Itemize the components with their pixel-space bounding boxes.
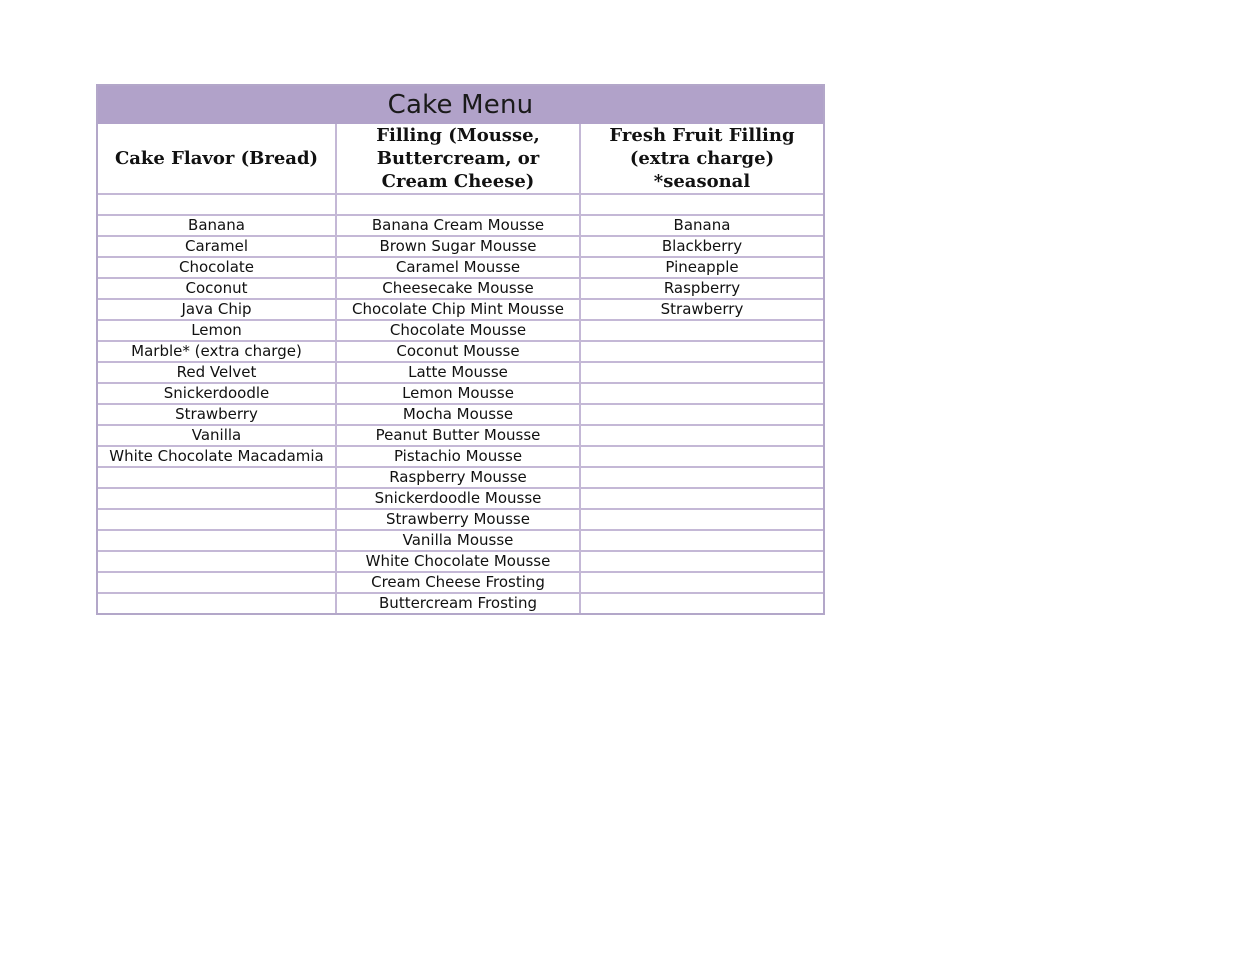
fruit-filling-cell: Pineapple — [580, 257, 823, 278]
cake-flavor-cell: Vanilla — [98, 425, 336, 446]
cake-flavor-cell — [98, 572, 336, 593]
table-row — [98, 488, 823, 509]
fruit-filling-cell: Strawberry — [580, 299, 823, 320]
table-row — [98, 383, 823, 404]
cake-flavor-cell: Lemon — [98, 320, 336, 341]
cake-flavor-cell: Snickerdoodle — [98, 383, 336, 404]
table-row — [98, 467, 823, 488]
table-row — [98, 299, 823, 320]
cake-flavor-cell — [98, 509, 336, 530]
filling-cell: Buttercream Frosting — [336, 593, 580, 613]
table-row — [98, 236, 823, 257]
filling-cell: Vanilla Mousse — [336, 530, 580, 551]
cake-flavor-cell: Marble* (extra charge) — [98, 341, 336, 362]
table-row — [98, 215, 823, 236]
filling-cell: Cheesecake Mousse — [336, 278, 580, 299]
filling-cell: Chocolate Chip Mint Mousse — [336, 299, 580, 320]
filling-cell: Snickerdoodle Mousse — [336, 488, 580, 509]
filling-cell: Banana Cream Mousse — [336, 215, 580, 236]
table-row — [98, 551, 823, 572]
cake-flavor-cell — [98, 551, 336, 572]
filling-cell: Coconut Mousse — [336, 341, 580, 362]
cake-flavor-cell — [98, 530, 336, 551]
menu-grid — [98, 124, 823, 613]
cake-flavor-cell: Banana — [98, 215, 336, 236]
filling-cell: Cream Cheese Frosting — [336, 572, 580, 593]
cake-flavor-cell: Caramel — [98, 236, 336, 257]
cake-flavor-cell — [98, 467, 336, 488]
fruit-filling-cell — [580, 572, 823, 593]
cake-flavor-cell — [98, 593, 336, 613]
filling-cell: Mocha Mousse — [336, 404, 580, 425]
fruit-filling-cell — [580, 488, 823, 509]
cake-flavor-cell: White Chocolate Macadamia — [98, 446, 336, 467]
fruit-filling-cell: Banana — [580, 215, 823, 236]
fruit-filling-cell — [580, 341, 823, 362]
table-row — [98, 257, 823, 278]
filling-cell: Chocolate Mousse — [336, 320, 580, 341]
cake-flavor-cell: Chocolate — [98, 257, 336, 278]
cake-flavor-cell — [98, 488, 336, 509]
filling-cell: Raspberry Mousse — [336, 467, 580, 488]
menu-title: Cake Menu — [98, 86, 823, 124]
table-row — [98, 404, 823, 425]
table-row — [98, 341, 823, 362]
fruit-filling-cell — [580, 509, 823, 530]
filling-cell: Strawberry Mousse — [336, 509, 580, 530]
table-row — [98, 509, 823, 530]
fruit-filling-cell — [580, 467, 823, 488]
filling-cell: Brown Sugar Mousse — [336, 236, 580, 257]
fruit-filling-cell — [580, 362, 823, 383]
table-row — [98, 425, 823, 446]
fruit-filling-cell: Blackberry — [580, 236, 823, 257]
fruit-filling-cell — [580, 194, 823, 215]
cake-flavor-cell: Strawberry — [98, 404, 336, 425]
filling-cell: Pistachio Mousse — [336, 446, 580, 467]
header-filling: Filling (Mousse, Buttercream, or Cream Cheese) — [336, 124, 580, 194]
filling-cell — [336, 194, 580, 215]
table-row — [98, 320, 823, 341]
fruit-filling-cell — [580, 530, 823, 551]
header-row — [98, 124, 823, 194]
table-row — [98, 278, 823, 299]
filling-cell: Latte Mousse — [336, 362, 580, 383]
fruit-filling-cell — [580, 593, 823, 613]
header-cake-flavor: Cake Flavor (Bread) — [98, 124, 336, 194]
cake-menu-table — [96, 84, 825, 615]
table-row — [98, 446, 823, 467]
filling-cell: Lemon Mousse — [336, 383, 580, 404]
fruit-filling-cell — [580, 551, 823, 572]
filling-cell: Peanut Butter Mousse — [336, 425, 580, 446]
cake-flavor-cell — [98, 194, 336, 215]
table-row — [98, 572, 823, 593]
fruit-filling-cell — [580, 425, 823, 446]
table-row — [98, 362, 823, 383]
fruit-filling-cell — [580, 320, 823, 341]
fruit-filling-cell — [580, 383, 823, 404]
cake-flavor-cell: Red Velvet — [98, 362, 336, 383]
fruit-filling-cell: Raspberry — [580, 278, 823, 299]
header-fresh-fruit-filling: Fresh Fruit Filling (extra charge) *seasonal — [580, 124, 823, 194]
fruit-filling-cell — [580, 404, 823, 425]
cake-flavor-cell: Coconut — [98, 278, 336, 299]
fruit-filling-cell — [580, 446, 823, 467]
table-row — [98, 194, 823, 215]
table-row — [98, 593, 823, 613]
table-row — [98, 530, 823, 551]
cake-flavor-cell: Java Chip — [98, 299, 336, 320]
filling-cell: White Chocolate Mousse — [336, 551, 580, 572]
filling-cell: Caramel Mousse — [336, 257, 580, 278]
